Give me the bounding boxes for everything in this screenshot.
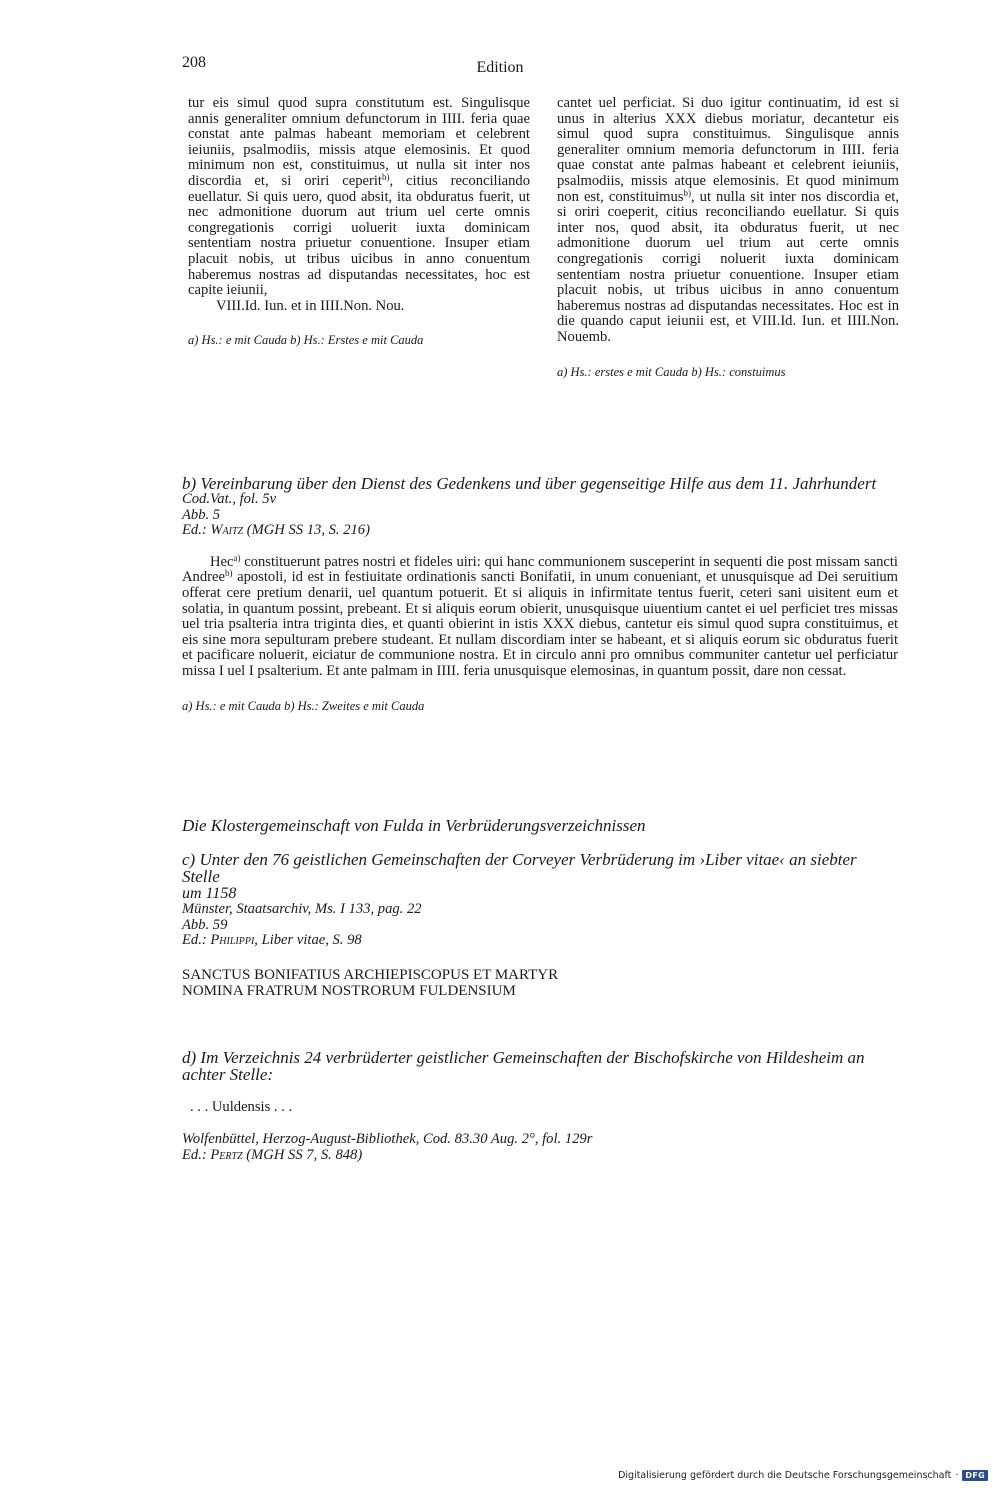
section-c-edition (182, 933, 898, 949)
running-title: Edition (476, 59, 524, 76)
fulda-heading: Die Klostergemeinschaft von Fulda in Verbrüderungsverzeichnissen (182, 816, 646, 835)
right-body: cantet uel perficiat. Si duo igitur continuatim, id est si unus in alterius XXX diebus moriatur, decantetur eis simul quod supra constituimus. Singulisque annis generaliter omnium memoria defunctorum in IIII. feria quae constat ante palmas habeant et celebrent ieiuniis, psalmodiis, missis atque elemosinis. Et quod minimum non est, constituimus (557, 95, 899, 205)
section-d-heading: d) Im Verzeichnis 24 verbrüderter geistlicher Gemeinschaften der Bischofskirche von Hildesheim an achter Stelle: (182, 1048, 865, 1084)
left-column-text (188, 96, 530, 299)
text-middle: constituerunt patres nostri et fideles uiri: qui hanc communionem susceperint in sequenti die post missam sancti Andree (182, 553, 898, 586)
section-b-heading: b) Vereinbarung über den Dienst des Gedenkens und über gegenseitige Hilfe aus dem 11. Jahrhundert (182, 474, 877, 493)
footnote-marker: b) (381, 171, 390, 182)
caps-line-2: NOMINA FRATRUM NOSTRORUM FULDENSIUM (182, 982, 516, 999)
edition-prefix: Ed.: (182, 1146, 211, 1163)
dfg-logo: DFG (962, 1470, 988, 1481)
edition-reference: (MGH SS 7, S. 848) (242, 1146, 363, 1163)
credit-text: Digitalisierung gefördert durch die Deutsche Forschungsgemeinschaft (618, 1470, 952, 1481)
fulda-section (182, 817, 898, 834)
section-c-source: Münster, Staatsarchiv, Ms. I 133, pag. 22 (182, 901, 422, 917)
left-footnote: a) Hs.: e mit Cauda b) Hs.: Erstes e mit Cauda (188, 333, 424, 348)
right-body-continued: , ut nulla sit inter nos discordia et, si oriri coeperit, citius reconciliando euellatur. Si quis inter nos, quod absit, ita obduratus fuerit, ut nec admonitione duorum uel trium aut certe omnis congregationis corrigi noluerit iuxta dominicam sententiam nostra priuetur conuentione. Insuper etiam placuit nobis, ut tribus uicibus in anno conuentum haberemus nostras ad disputandas necessitates. Hoc est in die quando caput ieiunii est, et VIII.Id. Iun. et IIII.Non. Nouemb. (557, 188, 899, 345)
section-b (182, 475, 898, 726)
caps-line-1: SANCTUS BONIFATIUS ARCHIEPISCOPUS ET MARTYR (182, 966, 559, 983)
editor-name: Philippi (210, 932, 255, 949)
section-d-entry: . . . Uuldensis . . . (190, 1099, 293, 1115)
left-column (188, 96, 530, 348)
editor-name: Waitz (210, 522, 244, 539)
edition-reference: (MGH SS 13, S. 216) (243, 522, 370, 539)
page-number: 208 (182, 54, 206, 71)
footnote-marker: a) (233, 552, 241, 563)
text-end: apostoli, id est in festiuitate ordinationis sancti Bonifatii, in unum conueniant, et unusquisque ad Dei seruitium offerat cere pretium denarii, uel quantum potuerit. Et si aliquis in infirmitate tentus fuerit, ceteri sani uisitent eum et solatia, in quantum possint, prebeant. Et si aliquis eorum obierit, unusquisque uiuentium cantet ei uel perficiet tres missas uel tria psalteria intra triginta dies, et quanti obierint in istis XXX diebus, cantetur eis simul quod supra constituimus, et eis sine mora sepulturam prebere studeant. Et nullam discordiam inter se habeant, et si aliquis eorum sic obduratus fuerit et pacificare noluerit, eiciatur de communione nostra. Et in circulo anni pro omnibus communiter cantetur uel perficiatur missa I uel I psalterium. Et ante palmam in IIII. feria unusquisque elemosinas, in quantum possit, dare non cessat. (182, 569, 898, 679)
left-body: tur eis simul quod supra constitutum est. Singulisque annis generaliter omnium defunctorum in IIII. feria quae constat ante palmas habeant memoriam et celebrent ieiuniis, psalmodiis, missis atque elemosinis. Et quod minimum non est, constituimus, ut nulla sit inter nos discordia et, si oriri ceperit (188, 95, 530, 189)
section-d-source: Wolfenbüttel, Herzog-August-Bibliothek, Cod. 83.30 Aug. 2°, fol. 129r (182, 1131, 593, 1147)
left-last-line: VIII.Id. Iun. et in IIII.Non. Nou. (216, 297, 405, 314)
digitization-credit: Digitalisierung gefördert durch die Deutsche Forschungsgemeinschaft · DFG (618, 1470, 988, 1481)
right-column (557, 96, 899, 380)
left-body-continued: , citius reconciliando euellatur. Si quis uero, quod absit, ita obduratus fuerit, ut nec admonitione duorum aut trium uel certe omnis congregationis corrigi uoluerit iuxta dominicam sententiam nostra priuetur conuentione. Insuper etiam placuit nobis, ut tribus uicibus in anno conuentum haberemus nostras ad disputandas necessitates, hoc est capite ieiunii, (188, 172, 530, 299)
text-start: Hec (210, 553, 234, 570)
section-b-text (182, 552, 898, 680)
footnote-marker: b) (683, 187, 691, 198)
right-column-text (557, 96, 899, 346)
editor-name: Pertz (210, 1146, 243, 1163)
edition-prefix: Ed.: (182, 932, 211, 949)
section-d-edition (182, 1148, 898, 1164)
footnote-marker: b) (224, 568, 233, 579)
section-b-source: Cod.Vat., fol. 5v (182, 491, 277, 507)
section-c (182, 851, 898, 999)
edition-prefix: Ed.: (182, 522, 211, 539)
section-c-figure: Abb. 59 (182, 916, 228, 933)
section-d (182, 1049, 898, 1163)
edition-reference: , Liber vitae, S. 98 (254, 932, 362, 949)
section-b-figure: Abb. 5 (182, 506, 221, 523)
section-c-heading: c) Unter den 76 geistlichen Gemeinschaften der Corveyer Verbrüderung im ›Liber vitae‹ an siebter Stelle (182, 850, 857, 886)
section-b-edition (182, 523, 898, 539)
section-c-date: um 1158 (182, 885, 237, 902)
section-b-footnote: a) Hs.: e mit Cauda b) Hs.: Zweites e mit Cauda (182, 698, 425, 713)
right-footnote: a) Hs.: erstes e mit Cauda b) Hs.: constuimus (557, 364, 786, 379)
